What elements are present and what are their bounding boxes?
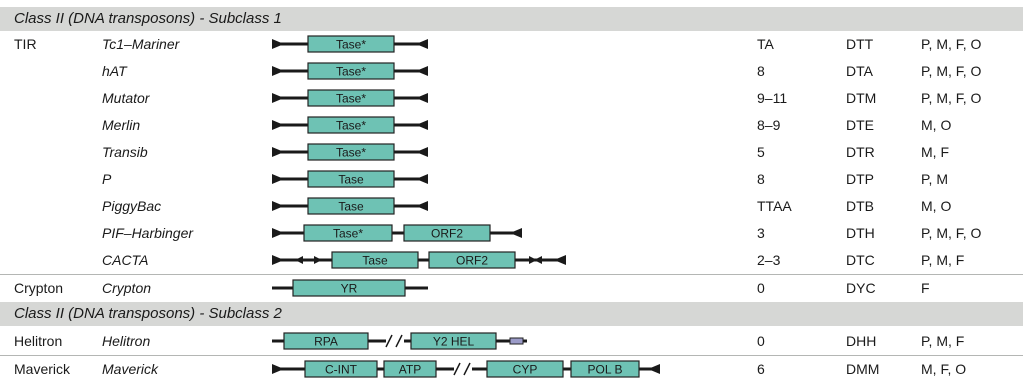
gene-label: Tase* (332, 226, 364, 241)
code-label: DTP (846, 171, 874, 187)
tir-right-icon (416, 147, 428, 157)
tir-right-icon (554, 255, 566, 265)
code-label: DTC (846, 252, 875, 268)
tir-left-icon (272, 174, 284, 184)
order-label: Maverick (14, 361, 71, 377)
gene-label: Tase* (335, 145, 367, 160)
code-label: DTA (846, 63, 873, 79)
superfamily-label: PIF–Harbinger (102, 225, 194, 241)
gene-label: POL B (587, 362, 623, 377)
code-label: DTH (846, 225, 875, 241)
gene-label: CYP (512, 362, 538, 377)
subterminal-repeat-icon (314, 256, 322, 264)
tsd-size: 9–11 (757, 90, 788, 106)
gene-label: YR (340, 281, 358, 296)
tsd-size: TA (757, 36, 774, 52)
gene-label: Tase* (335, 91, 367, 106)
distribution-label: P, M, F (921, 333, 965, 349)
subterminal-repeat-icon (529, 256, 537, 264)
tsd-size: 5 (757, 144, 765, 160)
order-label: Helitron (14, 333, 63, 349)
superfamily-label: CACTA (102, 252, 149, 268)
code-label: DTT (846, 36, 874, 52)
hairpin-marker-icon (510, 338, 523, 344)
code-label: DHH (846, 333, 877, 349)
tir-left-icon (272, 364, 284, 374)
gene-label: C-INT (325, 362, 357, 377)
tir-left-icon (272, 66, 284, 76)
tsd-size: 3 (757, 225, 765, 241)
tir-left-icon (272, 93, 284, 103)
order-label: TIR (14, 36, 37, 52)
superfamily-label: Helitron (102, 333, 151, 349)
superfamily-label: Tc1–Mariner (102, 36, 180, 52)
distribution-label: M, F, O (921, 361, 967, 377)
gene-label: ATP (398, 362, 422, 377)
gene-label: ORF2 (455, 253, 489, 268)
superfamily-label: hAT (102, 63, 127, 79)
distribution-label: P, M (921, 171, 948, 187)
gene-label: RPA (314, 334, 338, 349)
tir-left-icon (272, 147, 284, 157)
superfamily-label: Transib (102, 144, 148, 160)
code-label: DTR (846, 144, 875, 160)
tir-right-icon (648, 364, 660, 374)
code-label: DYC (846, 280, 876, 296)
tsd-size: 0 (757, 280, 765, 296)
tsd-size: 6 (757, 361, 765, 377)
tsd-size: 8 (757, 171, 765, 187)
distribution-label: F (921, 280, 930, 296)
tir-right-icon (416, 39, 428, 49)
code-label: DMM (846, 361, 880, 377)
subclass1-header: Class II (DNA transposons) - Subclass 1 (0, 7, 1023, 31)
tir-left-icon (272, 120, 284, 130)
distribution-label: P, M, F (921, 252, 965, 268)
gene-label: Y2 HEL (432, 334, 475, 349)
distribution-label: P, M, F, O (921, 36, 982, 52)
gene-label: Tase* (335, 37, 367, 52)
distribution-label: P, M, F, O (921, 63, 982, 79)
tir-right-icon (416, 201, 428, 211)
distribution-label: P, M, F, O (921, 225, 982, 241)
gene-label: ORF2 (430, 226, 464, 241)
gene-label: Tase (338, 172, 364, 187)
tsd-size: 0 (757, 333, 765, 349)
gene-label: Tase (362, 253, 388, 268)
tsd-size: 2–3 (757, 252, 781, 268)
code-label: DTB (846, 198, 874, 214)
tsd-size: 8–9 (757, 117, 781, 133)
distribution-label: M, O (921, 117, 952, 133)
code-label: DTE (846, 117, 874, 133)
superfamily-label: Maverick (102, 361, 159, 377)
tsd-size: 8 (757, 63, 765, 79)
distribution-label: M, F (921, 144, 949, 160)
subclass2-header: Class II (DNA transposons) - Subclass 2 (0, 302, 1023, 326)
tir-right-icon (416, 93, 428, 103)
gene-label: Tase* (335, 64, 367, 79)
tir-left-icon (272, 228, 284, 238)
tir-right-icon (416, 120, 428, 130)
tir-left-icon (272, 201, 284, 211)
tir-right-icon (510, 228, 522, 238)
superfamily-label: P (102, 171, 112, 187)
code-label: DTM (846, 90, 877, 106)
subterminal-repeat-icon (295, 256, 303, 264)
gene-label: Tase* (335, 118, 367, 133)
superfamily-label: Mutator (102, 90, 150, 106)
distribution-label: P, M, F, O (921, 90, 982, 106)
tir-left-icon (272, 255, 284, 265)
superfamily-label: Merlin (102, 117, 141, 133)
tir-right-icon (416, 174, 428, 184)
tsd-size: TTAA (757, 198, 792, 214)
superfamily-label: PiggyBac (102, 198, 162, 214)
gene-label: Tase (338, 199, 364, 214)
superfamily-label: Crypton (102, 280, 152, 296)
tir-right-icon (416, 66, 428, 76)
order-label: Crypton (14, 280, 64, 296)
tir-left-icon (272, 39, 284, 49)
distribution-label: M, O (921, 198, 952, 214)
